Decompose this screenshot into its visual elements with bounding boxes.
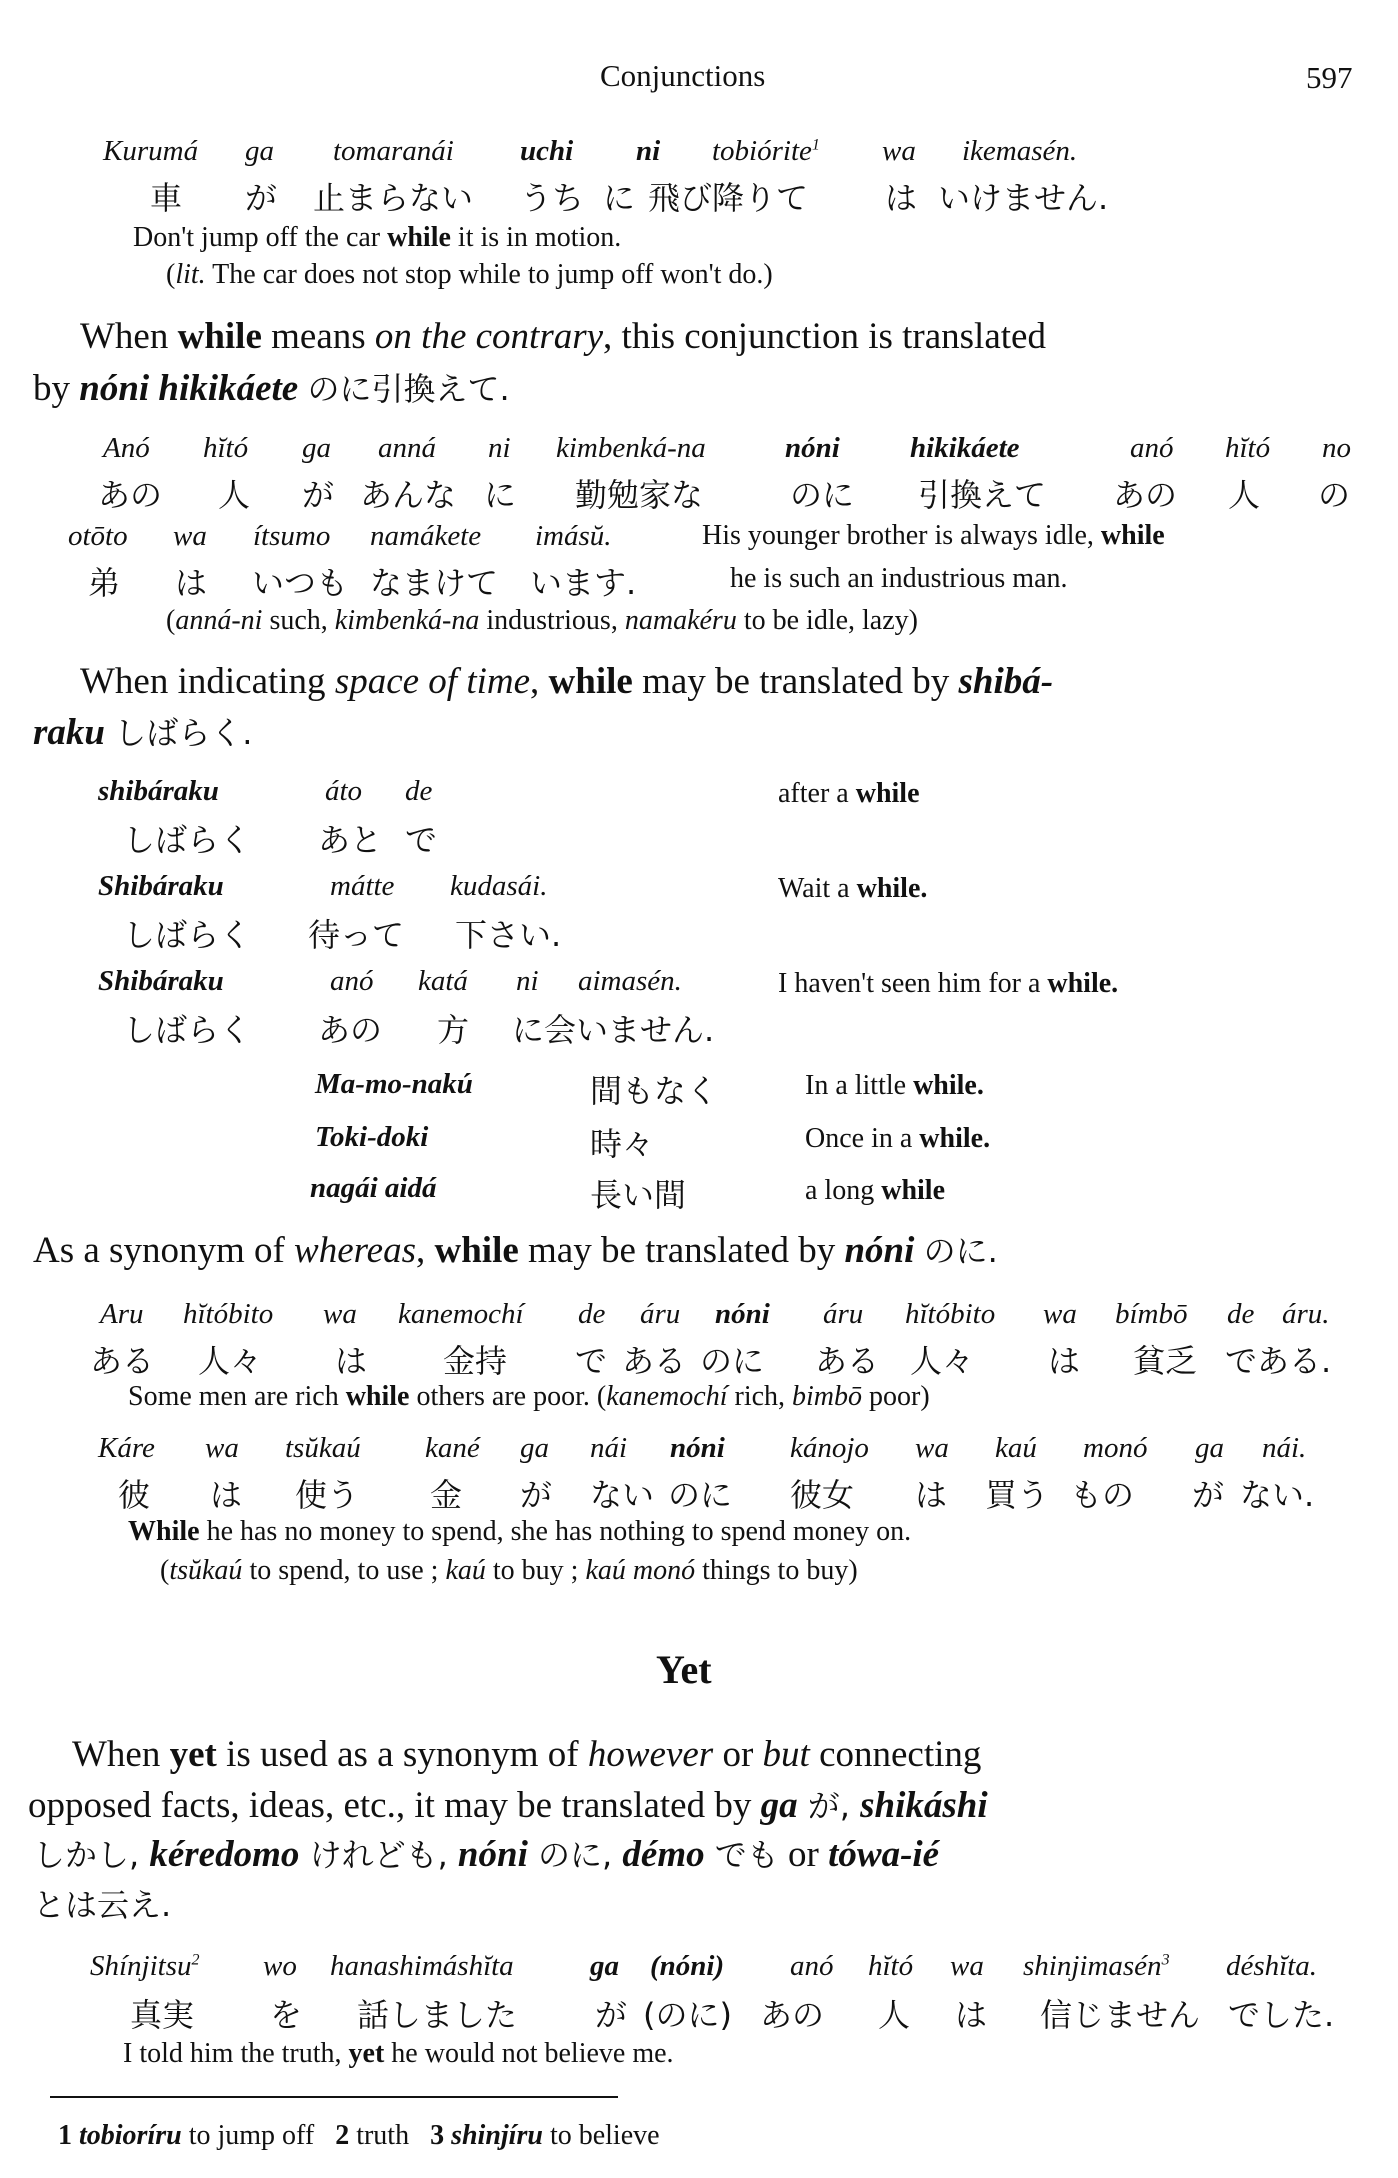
japanese-word: 買う <box>985 1476 1050 1514</box>
romaji-keyword: ni <box>636 135 661 167</box>
translation: Don't jump off the car while it is in motion. <box>133 222 622 253</box>
japanese-word: が <box>245 179 278 217</box>
romaji-word: Kurumá <box>103 135 199 167</box>
japanese-word: もの <box>1070 1476 1135 1514</box>
japanese-word: しばらく <box>123 916 252 954</box>
romaji-keyword: Ma-mo-nakú <box>315 1068 473 1100</box>
romaji-keyword: Shibáraku <box>98 870 224 902</box>
translation: While he has no money to spend, she has nothing to spend money on. <box>128 1516 912 1547</box>
romaji-word: anó <box>1130 432 1174 464</box>
romaji-word: nái. <box>1262 1432 1307 1464</box>
japanese-word: 待って <box>308 916 405 954</box>
romaji-word: kané <box>425 1432 480 1464</box>
running-header: Conjunctions <box>600 58 766 93</box>
japanese-word: 人 <box>218 476 251 514</box>
romaji-keyword: ga <box>590 1950 619 1982</box>
japanese-word: 時々 <box>590 1125 655 1163</box>
romaji-word: wo <box>263 1950 297 1982</box>
romaji-word: hĭtóbito <box>905 1298 996 1330</box>
romaji-word: monó <box>1083 1432 1148 1464</box>
japanese-word: 彼女 <box>790 1476 855 1514</box>
japanese-word: 人 <box>878 1996 911 2034</box>
romaji-word: mátte <box>330 870 395 902</box>
romaji-word: kaú <box>995 1432 1037 1464</box>
japanese-word: なまけて <box>370 564 499 602</box>
japanese-word: が <box>1192 1476 1225 1514</box>
romaji-word: hĭtóbito <box>183 1298 274 1330</box>
page-number: 597 <box>1306 60 1353 95</box>
japanese-word: 彼 <box>118 1476 151 1514</box>
romaji-word: bímbō <box>1115 1298 1188 1330</box>
japanese-word: で <box>405 821 438 859</box>
gloss-line: (anná-ni such, kimbenká-na industrious, namakéru to be idle, lazy) <box>166 605 918 636</box>
paragraph-line: As a synonym of whereas, while may be translated by nóni のに. <box>33 1230 998 1271</box>
japanese-word: 真実 <box>130 1996 195 2034</box>
japanese-word: あと <box>318 821 383 859</box>
romaji-word: wa <box>915 1432 949 1464</box>
romaji-keyword: nóni <box>670 1432 725 1464</box>
gloss-line: (tsŭkaú to spend, to use ; kaú to buy ; kaú monó things to buy) <box>160 1555 858 1586</box>
japanese-word: 方 <box>437 1011 470 1049</box>
romaji-word: áto <box>325 775 363 807</box>
romaji-keyword: hikikáete <box>910 432 1020 464</box>
romaji-word: áru <box>823 1298 864 1330</box>
romaji-word: de <box>1227 1298 1255 1330</box>
translation: a long while <box>805 1175 945 1206</box>
translation: I told him the truth, yet he would not believe me. <box>123 2038 674 2069</box>
japanese-word: 弟 <box>88 564 121 602</box>
japanese-word: うち <box>520 179 585 217</box>
romaji-word: áru <box>640 1298 681 1330</box>
japanese-word: が <box>302 476 335 514</box>
japanese-word: ない. <box>1240 1476 1315 1514</box>
japanese-word: のに <box>700 1342 765 1380</box>
japanese-word: あの <box>1113 476 1178 514</box>
japanese-word: (のに) <box>643 1996 732 2034</box>
japanese-word: に <box>484 476 517 514</box>
japanese-word: 金 <box>430 1476 463 1514</box>
japanese-word: に <box>603 179 636 217</box>
japanese-word: 信じません <box>1040 1996 1201 2034</box>
romaji-word: de <box>405 775 433 807</box>
japanese-word: います. <box>530 564 637 602</box>
translation: he is such an industrious man. <box>730 563 1068 594</box>
romaji-keyword: Toki-doki <box>315 1121 429 1153</box>
japanese-word: 下さい. <box>455 916 562 954</box>
romaji-word: imásŭ. <box>535 520 612 552</box>
japanese-word: 貧乏 <box>1133 1342 1198 1380</box>
japanese-word: の <box>1318 476 1351 514</box>
translation: after a while <box>778 778 920 809</box>
japanese-word: しばらく <box>123 821 252 859</box>
japanese-word: のに <box>668 1476 733 1514</box>
japanese-word: ある <box>90 1342 155 1380</box>
romaji-word: namákete <box>370 520 482 552</box>
japanese-word: に会いません. <box>512 1011 715 1049</box>
japanese-word: が <box>595 1996 628 2034</box>
japanese-word: ある <box>622 1342 687 1380</box>
romaji-word: Káre <box>98 1432 155 1464</box>
romaji-word: kimbenká-na <box>556 432 706 464</box>
romaji-word: ga <box>1195 1432 1224 1464</box>
japanese-word: 長い間 <box>590 1176 687 1214</box>
japanese-word: あの <box>760 1996 825 2034</box>
romaji-word: kudasái. <box>450 870 548 902</box>
romaji-word: hĭtó <box>203 432 249 464</box>
romaji-word: kanemochí <box>398 1298 524 1330</box>
romaji-word: ni <box>516 965 539 997</box>
japanese-word: は <box>1048 1342 1081 1380</box>
paragraph-line: opposed facts, ideas, etc., it may be translated by ga が, shikáshi <box>28 1785 988 1826</box>
japanese-word: 金持 <box>443 1342 508 1380</box>
japanese-word: しばらく <box>123 1011 252 1049</box>
japanese-word: 人 <box>1228 476 1261 514</box>
romaji-word: wa <box>323 1298 357 1330</box>
romaji-keyword: nóni <box>715 1298 770 1330</box>
japanese-word: は <box>885 179 918 217</box>
translation: Once in a while. <box>805 1123 991 1154</box>
romaji-word: wa <box>1043 1298 1077 1330</box>
japanese-word: ある <box>815 1342 880 1380</box>
romaji-keyword: (nóni) <box>650 1950 725 1982</box>
romaji-keyword: nóni <box>785 432 840 464</box>
romaji-word: tomaranái <box>333 135 454 167</box>
romaji-word: ga <box>302 432 331 464</box>
romaji-word: wa <box>950 1950 984 1982</box>
romaji-keyword: uchi <box>520 135 574 167</box>
japanese-word: が <box>520 1476 553 1514</box>
japanese-word: でした. <box>1228 1996 1335 2034</box>
paragraph-line: When yet is used as a synonym of however or but connecting <box>72 1734 982 1775</box>
japanese-word: で <box>575 1342 608 1380</box>
japanese-word: 飛び降りて <box>648 179 809 217</box>
paragraph-line: When while means on the contrary, this conjunction is translated <box>80 316 1046 357</box>
japanese-word: 間もなく <box>590 1072 719 1110</box>
paragraph-line: とは云え. <box>33 1886 172 1924</box>
japanese-word: 人々 <box>910 1342 975 1380</box>
paragraph-line: しかし, kéredomo けれども, nóni のに, démo でも or tówa-ié <box>33 1834 940 1875</box>
romaji-word: anó <box>330 965 374 997</box>
japanese-word: を <box>270 1996 303 2034</box>
romaji-word: shinjimasén$^3$ <box>1023 1950 1170 1982</box>
japanese-word: 勤勉家な <box>575 476 704 514</box>
romaji-word: Shínjitsu$^2$ <box>90 1950 200 1982</box>
paragraph-line: by nóni hikikáete のに引換えて. <box>33 368 510 409</box>
romaji-word: anná <box>378 432 436 464</box>
translation: Wait a while. <box>778 873 928 904</box>
romaji-word: kánojo <box>790 1432 869 1464</box>
romaji-word: ítsumo <box>253 520 331 552</box>
romaji-word: Anó <box>103 432 150 464</box>
translation: I haven't seen him for a while. <box>778 968 1119 999</box>
romaji-word: hĭtó <box>1225 432 1271 464</box>
paragraph-line: When indicating space of time, while may be translated by shibá- <box>80 661 1054 702</box>
literal-translation: (lit. The car does not stop while to jump off won't do.) <box>166 259 773 290</box>
paragraph-line: raku しばらく. <box>33 712 253 753</box>
romaji-word: wa <box>173 520 207 552</box>
romaji-word: déshĭta. <box>1226 1950 1318 1982</box>
romaji-word: tobiórite$^1$ <box>712 135 820 167</box>
translation: In a little while. <box>805 1070 984 1101</box>
japanese-word: は <box>175 564 208 602</box>
translation: His younger brother is always idle, while <box>702 520 1165 551</box>
japanese-word: あの <box>98 476 163 514</box>
japanese-word: は <box>335 1342 368 1380</box>
section-heading: Yet <box>656 1647 712 1692</box>
japanese-word: ない <box>590 1476 655 1514</box>
romaji-word: ikemasén. <box>962 135 1078 167</box>
japanese-word: は <box>955 1996 988 2034</box>
footnote-rule <box>50 2096 618 2098</box>
romaji-word: hanashimáshĭta <box>330 1950 514 1982</box>
japanese-word: は <box>915 1476 948 1514</box>
romaji-word: anó <box>790 1950 834 1982</box>
romaji-word: otōto <box>68 520 128 552</box>
romaji-keyword: nagái aidá <box>310 1172 437 1204</box>
japanese-word: 車 <box>150 179 183 217</box>
romaji-word: no <box>1322 432 1351 464</box>
translation: Some men are rich while others are poor. (kanemochí rich, bimbō poor) <box>128 1381 930 1412</box>
romaji-word: tsŭkaú <box>285 1432 361 1464</box>
japanese-word: は <box>210 1476 243 1514</box>
romaji-word: hĭtó <box>868 1950 914 1982</box>
footnotes: 1 tobioríru to jump off 2 truth 3 shinjíru to believe <box>58 2120 660 2151</box>
romaji-word: Aru <box>100 1298 144 1330</box>
japanese-word: あの <box>318 1011 383 1049</box>
romaji-word: wa <box>205 1432 239 1464</box>
romaji-word: ga <box>245 135 274 167</box>
romaji-word: de <box>578 1298 606 1330</box>
romaji-word: áru. <box>1282 1298 1330 1330</box>
romaji-word: nái <box>590 1432 628 1464</box>
romaji-word: ga <box>520 1432 549 1464</box>
romaji-keyword: shibáraku <box>98 775 219 807</box>
japanese-word: のに <box>790 476 855 514</box>
japanese-word: 止まらない <box>313 179 474 217</box>
japanese-word: いつも <box>252 564 349 602</box>
japanese-word: いけません. <box>938 179 1109 217</box>
romaji-word: katá <box>418 965 468 997</box>
romaji-keyword: Shibáraku <box>98 965 224 997</box>
japanese-word: あんな <box>360 476 457 514</box>
japanese-word: である. <box>1225 1342 1332 1380</box>
romaji-word: aimasén. <box>578 965 682 997</box>
japanese-word: 引換えて <box>918 476 1047 514</box>
japanese-word: 話しました <box>357 1996 518 2034</box>
romaji-word: wa <box>882 135 916 167</box>
japanese-word: 使う <box>295 1476 360 1514</box>
romaji-word: ni <box>488 432 511 464</box>
japanese-word: 人々 <box>198 1342 263 1380</box>
